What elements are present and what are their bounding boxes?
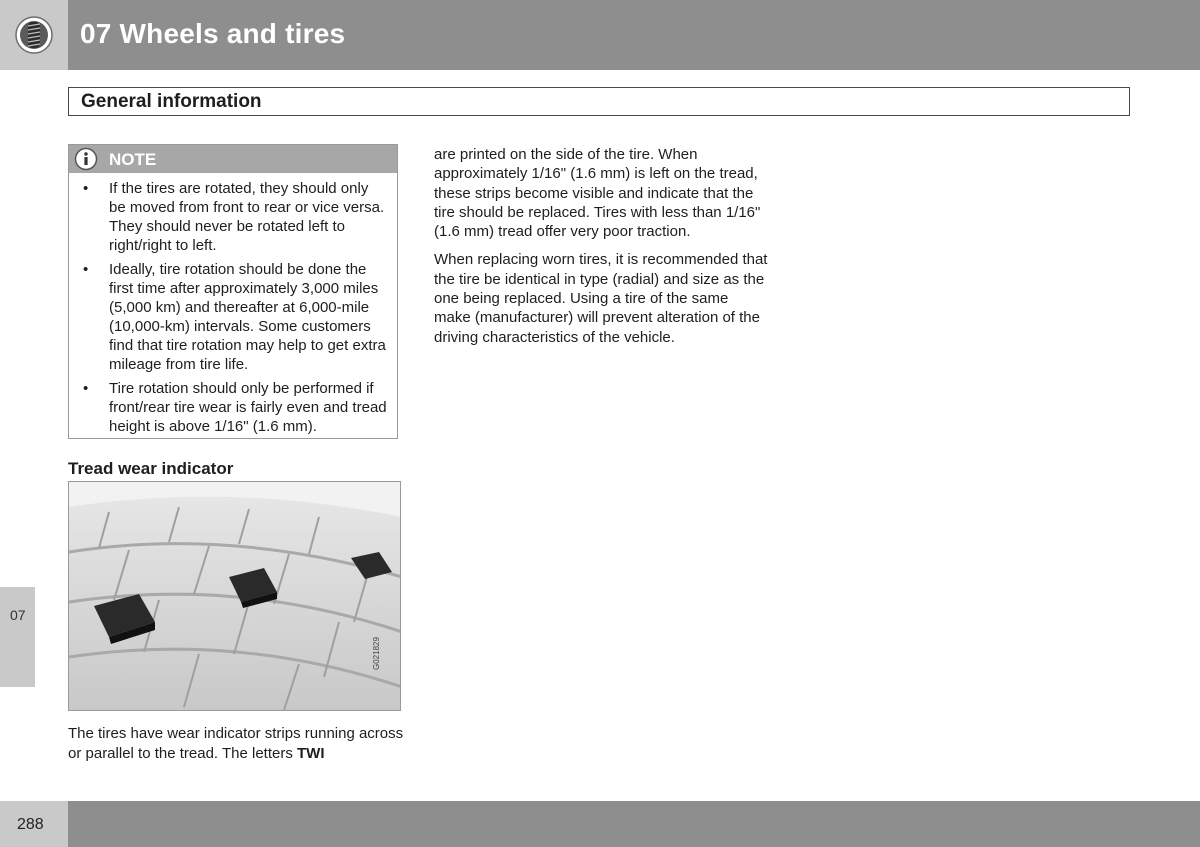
tire-tread-drawing [69, 482, 401, 711]
paragraph: When replacing worn tires, it is recommended that the tire be identical in type (radial) and size as the one being replaced. Using a tire of the same make (manufacturer) will prevent alteration of the driving characteristics of the vehicle. [434, 251, 768, 346]
chapter-side-tab [0, 587, 35, 687]
note-list [69, 179, 397, 441]
info-icon [73, 147, 99, 171]
figure-code: G021829 [372, 637, 381, 670]
section-title: General information [81, 91, 262, 112]
note-list-item: • If the tires are rotated, they should only be moved from front to rear or vice versa. They should never be rotated left to right/right to left. [69, 179, 397, 255]
tread-wear-heading: Tread wear indicator [68, 459, 234, 478]
note-box [68, 144, 398, 439]
tire-icon [14, 15, 54, 55]
caption-bold-text: TWI [297, 744, 325, 762]
chapter-title: 07 Wheels and tires [80, 18, 346, 49]
chapter-icon-box [0, 0, 68, 70]
note-label: NOTE [109, 150, 157, 169]
note-list-item: • Ideally, tire rotation should be done the first time after approximately 3,000 miles (5,000 km) and thereafter at 6,000-mile (10,000-km) intervals. Some customers find that tire rotation may help to get extra mileage from tire life. [69, 260, 397, 374]
side-tab-label: 07 [10, 607, 26, 623]
page-number: 288 [17, 816, 44, 833]
right-column [434, 145, 769, 356]
figure-caption [68, 724, 408, 763]
footer-bar [0, 801, 1200, 847]
paragraph: are printed on the side of the tire. When approximately 1/16" (1.6 mm) is left on the tread, these strips become visible and indicate that the tire should be replaced. Tires with less than 1/16" (1.6 mm) tread offer very poor traction. [434, 146, 761, 241]
tread-wear-illustration [68, 481, 401, 711]
page-number-box [0, 801, 68, 847]
note-header [69, 145, 397, 173]
caption-text: The tires have wear indicator strips running across or parallel to the tread. The letters [68, 725, 404, 762]
note-list-item: • Tire rotation should only be performed if front/rear tire wear is fairly even and tread height is above 1/16" (1.6 mm). [69, 379, 397, 436]
section-heading-box [68, 87, 1130, 116]
